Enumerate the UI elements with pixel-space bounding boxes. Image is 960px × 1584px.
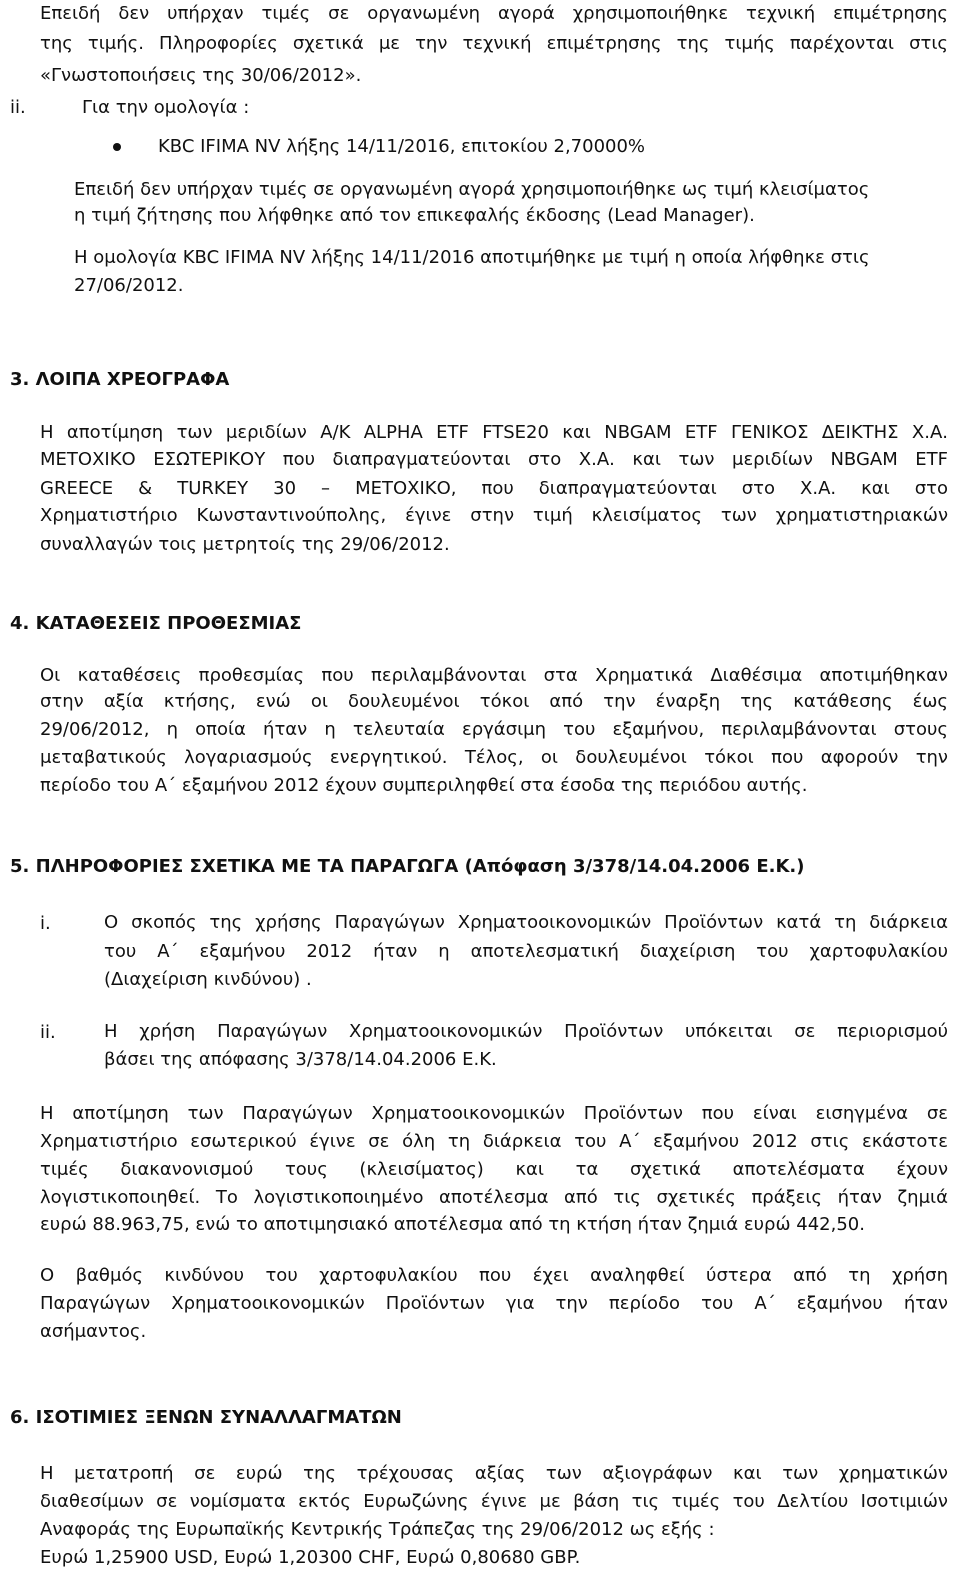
section-4-line-1: Οι καταθέσεις προθεσμίας που περιλαμβάνονται στα Χρηματικά Διαθέσιμα αποτιμήθηκαν: [40, 665, 948, 686]
section-5-p1-line-5: ευρώ 88.963,75, ενώ το αποτιμησιακό αποτέλεσμα από τη κτήση ήταν ζημιά ευρώ 442,50.: [40, 1214, 865, 1235]
section-5-item-i-marker: i.: [40, 913, 51, 934]
section-3-line-4: Χρηματιστήριο Κωνσταντινούπολης, έγινε στην τιμή κλεισίματος των χρηματιστηριακών: [40, 505, 948, 526]
section-5-item-i-line-3: (Διαχείριση κινδύνου) .: [104, 969, 312, 990]
section-5-p1-line-4: λογιστικοποιηθεί. Το λογιστικοποιημένο αποτέλεσμα από τις σχετικές πράξεις ήταν ζημιά: [40, 1187, 948, 1208]
section-5-item-ii-line-2: βάσει της απόφασης 3/378/14.04.2006 Ε.Κ.: [104, 1049, 497, 1070]
section-5-p1-line-1: Η αποτίμηση των Παραγώγων Χρηματοοικονομικών Προϊόντων που είναι εισηγμένα σε: [40, 1103, 948, 1124]
section-3-line-2: ΜΕΤΟΧΙΚΟ ΕΣΩΤΕΡΙΚΟΥ που διαπραγματεύονται στο Χ.Α. και των μεριδίων NBGAM ETF: [40, 449, 948, 470]
section-5-item-ii-marker: ii.: [40, 1022, 56, 1043]
section-3-line-1: Η αποτίμηση των μεριδίων Α/Κ ALPHA ETF FTSE20 και NBGAM ETF ΓΕΝΙΚΟΣ ΔΕΙΚΤΗΣ Χ.Α.: [40, 422, 948, 443]
item-ii-p1-line-1: Επειδή δεν υπήρχαν τιμές σε οργανωμένη αγορά χρησιμοποιήθηκε ως τιμή κλεισίματος: [74, 179, 870, 200]
intro-line-2: της τιμής. Πληροφορίες σχετικά με την τεχνική επιμέτρησης της τιμής παρέχονται στις: [40, 33, 948, 54]
section-5-heading: 5. ΠΛΗΡΟΦΟΡΙΕΣ ΣΧΕΤΙΚΑ ΜΕ ΤΑ ΠΑΡΑΓΩΓΑ (Απόφαση 3/378/14.04.2006 Ε.Κ.): [10, 856, 805, 877]
section-4-line-2: στην αξία κτήσης, ενώ οι δουλευμένοι τόκοι από την έναρξη της κατάθεσης έως: [40, 691, 948, 712]
section-5-item-ii-line-1: Η χρήση Παραγώγων Χρηματοοικονομικών Προϊόντων υπόκειται σε περιορισμού: [104, 1021, 948, 1042]
section-3-line-5: συναλλαγών τοις μετρητοίς της 29/06/2012.: [40, 534, 450, 555]
section-5-p1-line-2: Χρηματιστήριο εσωτερικού έγινε σε όλη τη διάρκεια του Α΄ εξαμήνου 2012 στις εκάστοτε: [40, 1131, 948, 1152]
section-6-line-2: διαθεσίμων σε νομίσματα εκτός Ευρωζώνης έγινε με βάση τις τιμές του Δελτίου Ισοτιμιών: [40, 1491, 948, 1512]
section-6-line-4: Ευρώ 1,25900 USD, Ευρώ 1,20300 CHF, Ευρώ 0,80680 GBP.: [40, 1547, 581, 1568]
section-5-p1-line-3: τιμές διακανονισμού τους (κλεισίματος) και τα σχετικά αποτελέσματα έχουν: [40, 1159, 948, 1180]
bond-bullet: KBC IFIMA NV λήξης 14/11/2016, επιτοκίου 2,70000%: [158, 136, 646, 157]
section-4-line-3: 29/06/2012, η οποία ήταν η τελευταία εργάσιμη του εξαμήνου, περιλαμβάνονται στους: [40, 719, 948, 740]
section-4-line-5: περίοδο του Α΄ εξαμήνου 2012 έχουν συμπεριληφθεί στα έσοδα της περιόδου αυτής.: [40, 775, 808, 796]
section-4-heading: 4. ΚΑΤΑΘΕΣΕΙΣ ΠΡΟΘΕΣΜΙΑΣ: [10, 613, 302, 634]
section-6-line-1: Η μετατροπή σε ευρώ της τρέχουσας αξίας των αξιογράφων και των χρηματικών: [40, 1463, 948, 1484]
item-ii-p1-line-2: η τιμή ζήτησης που λήφθηκε από τον επικεφαλής έκδοσης (Lead Manager).: [74, 205, 755, 226]
section-3-line-3: GREECE & TURKEY 30 – ΜΕΤΟΧΙΚΟ, που διαπραγματεύονται στο Χ.Α. και στο: [40, 478, 948, 499]
intro-line-1: Επειδή δεν υπήρχαν τιμές σε οργανωμένη αγορά χρησιμοποιήθηκε τεχνική επιμέτρησης: [40, 3, 948, 24]
section-5-item-i-line-2: του Α΄ εξαμήνου 2012 ήταν η αποτελεσματική διαχείριση του χαρτοφυλακίου: [104, 941, 948, 962]
section-6-line-3: Αναφοράς της Ευρωπαϊκής Κεντρικής Τράπεζας της 29/06/2012 ως εξής :: [40, 1519, 715, 1540]
section-5-item-i-line-1: Ο σκοπός της χρήσης Παραγώγων Χρηματοοικονομικών Προϊόντων κατά τη διάρκεια: [104, 912, 948, 933]
item-ii-title: Για την ομολογία :: [82, 97, 250, 118]
section-3-heading: 3. ΛΟΙΠΑ ΧΡΕΟΓΡΑΦΑ: [10, 369, 230, 390]
section-5-p2-line-1: Ο βαθμός κινδύνου του χαρτοφυλακίου που έχει αναληφθεί ύστερα από τη χρήση: [40, 1265, 948, 1286]
bullet-icon: [113, 143, 121, 151]
item-ii-marker: ii.: [10, 97, 26, 118]
item-ii-p2-line-1: Η ομολογία KBC IFIMA NV λήξης 14/11/2016 αποτιμήθηκε με τιμή η οποία λήφθηκε στις: [74, 247, 870, 268]
item-ii-p2-line-2: 27/06/2012.: [74, 275, 184, 296]
intro-line-3: «Γνωστοποιήσεις της 30/06/2012».: [40, 65, 362, 86]
section-5-p2-line-3: ασήμαντος.: [40, 1321, 147, 1342]
section-4-line-4: μεταβατικούς λογαριασμούς ενεργητικού. Τέλος, οι δουλευμένοι τόκοι που αφορούν την: [40, 747, 948, 768]
section-5-p2-line-2: Παραγώγων Χρηματοοικονομικών Προϊόντων για την περίοδο του Α΄ εξαμήνου ήταν: [40, 1293, 948, 1314]
section-6-heading: 6. ΙΣΟΤΙΜΙΕΣ ΞΕΝΩΝ ΣΥΝΑΛΛΑΓΜΑΤΩΝ: [10, 1407, 402, 1428]
